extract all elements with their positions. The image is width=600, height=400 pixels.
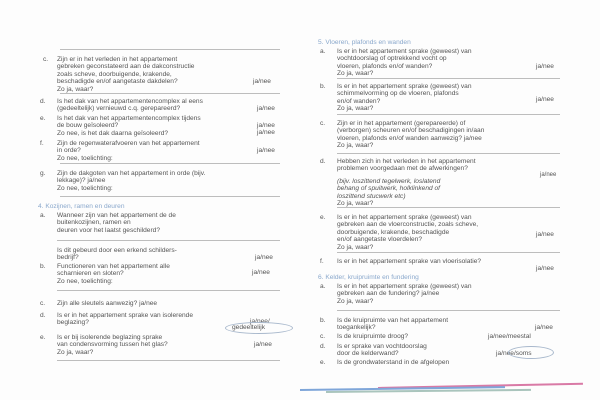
answer-option[interactable]: ja/nee [257, 105, 275, 112]
section-heading-6: 6. Kelder, kruipruimte en fundering [318, 274, 419, 281]
answer-rule [337, 114, 560, 115]
answer-rule [337, 78, 560, 79]
answer-option[interactable]: ja/nee [252, 269, 270, 276]
answer-rule [57, 240, 280, 241]
answer-rule [57, 290, 280, 291]
answer-option-circled[interactable]: gedeeltelijk [232, 324, 265, 331]
handwritten-circle [508, 346, 554, 359]
question-letter: c. [43, 56, 49, 63]
answer-option[interactable]: ja/nee [257, 122, 275, 129]
handwritten-circle [225, 322, 293, 334]
answer-rule [60, 93, 280, 94]
answer-option[interactable]: ja/nee [257, 129, 275, 136]
answer-rule [57, 360, 280, 361]
answer-option[interactable]: ja/nee [253, 78, 271, 85]
answer-option-circled[interactable]: ja/nee/soms [496, 350, 532, 357]
answer-rule [337, 153, 560, 154]
answer-rule [60, 196, 280, 197]
answer-rule [337, 310, 560, 311]
answer-rule [337, 252, 560, 253]
section-heading-4: 4. Kozijnen, ramen en deuren [38, 203, 125, 210]
answer-option[interactable]: ja/nee [255, 254, 273, 261]
answer-option[interactable]: ja/nee [257, 147, 275, 154]
answer-rule [60, 163, 280, 164]
left-column: c. Zijn er in het verleden in het appartement gebreken geconstateerd aan de dakconstructie zoals scheve, doorbuigende, krakende, beschadigde en/of aangetaste dakdelen? Zo ja, waar? ja/nee d. Is het dak van het appartementencomplex al eens (gedeeltelijk) vernieuwd c.q. gerepareerd? ja/nee e. Is het dak van het appartementencomplex tijdens de bouw geïsoleerd? Zo nee, is het dak daarna geïsoleerd? ja/nee ja/nee f. Zijn de regenwaterafvoeren van het appartement in orde? Zo nee, toelichting: ja/nee g. Zijn de dakgoten van het appartement in orde (bijv. lekkage)? ja/nee Zo nee, toelichting: 4. Kozijnen, ramen en deuren a. Wanneer zijn van het appartement de de buitenkozijnen, ramen en deuren voor het laatst geschilderd? Is dit gebeurd door een erkend schilders- bedrijf? ja/nee b. Functioneren van het appartement alle scharnieren en sloten? Zo nee, toelichting: ja/nee c. Zijn alle sleutels aanwezig? ja/nee d. Is er in het appartement sprake van isolerende beglazing? ja/nee/ gedeeltelijk e. Is er bij isolerende beglazing sprake van condensvorming tussen het glas? Zo ja, waar? ja/nee [0, 0, 300, 400]
answer-rule [60, 49, 280, 50]
answer-option[interactable]: ja/nee [540, 172, 557, 178]
answer-rule [337, 207, 560, 208]
answer-option[interactable]: ja/nee [536, 231, 554, 238]
right-column: 5. Vloeren, plafonds en wanden a. Is er in het appartement sprake (geweest) van vochtdoorslag of optrekkend vocht op vloeren, plafonds en/of wanden? Zo ja, waar? ja/nee b. Is er in het appartement sprake (geweest) van schimmelvorming op de vloeren, plafonds en/of wanden? Zo ja, waar? ja/nee c. Zijn er in het appartement (gerepareerde) of (verborgen) scheuren en/of beschadigingen in/aan vloeren, plafonds en/of wanden aanwezig? ja/nee Zo ja, waar? d. Hebben zich in het verleden in het appartement problemen voorgedaan met de afwerkingen? (bijv. loszittend tegelwerk, loslatend behang of spuitwerk, holklinkend of loszittend stucwerk etc) Zo ja, waar? ja/nee e. Is er in het appartement sprake (geweest) van gebreken aan de vloerconstructie, zoals scheve, doorbuigende, krakende, beschadigde en/of aangetaste vloerdelen? Zo ja, waar? ja/nee f. Is er in het appartement sprake van vloerisolatie? ja/nee 6. Kelder, kruipruimte en fundering a. Is er in het appartement sprake (geweest) van gebreken aan de fundering? ja/nee Zo ja, waar? b. Is de kruipruimte van het appartement toegankelijk? ja/nee c. Is de kruipruimte droog? ja/nee/meestal d. Is er sprake van vochtdoorslag door de kelderwand? ja/nee/soms e. Is de grondwaterstand in de afgelopen [300, 0, 600, 400]
answer-option[interactable]: ja/nee/ [250, 318, 270, 325]
answer-option[interactable]: ja/nee [535, 324, 553, 331]
answer-option[interactable]: ja/nee/meestal [488, 333, 531, 340]
answer-option[interactable]: ja/nee [536, 63, 554, 70]
question-4a-painter: Is dit gebeurd door een erkend schilders- bedrijf? [57, 247, 177, 262]
answer-option[interactable]: ja/nee [536, 265, 554, 272]
section-heading-5: 5. Vloeren, plafonds en wanden [318, 39, 411, 46]
answer-option[interactable]: ja/nee [536, 96, 554, 103]
answer-option[interactable]: ja/nee [254, 341, 272, 348]
